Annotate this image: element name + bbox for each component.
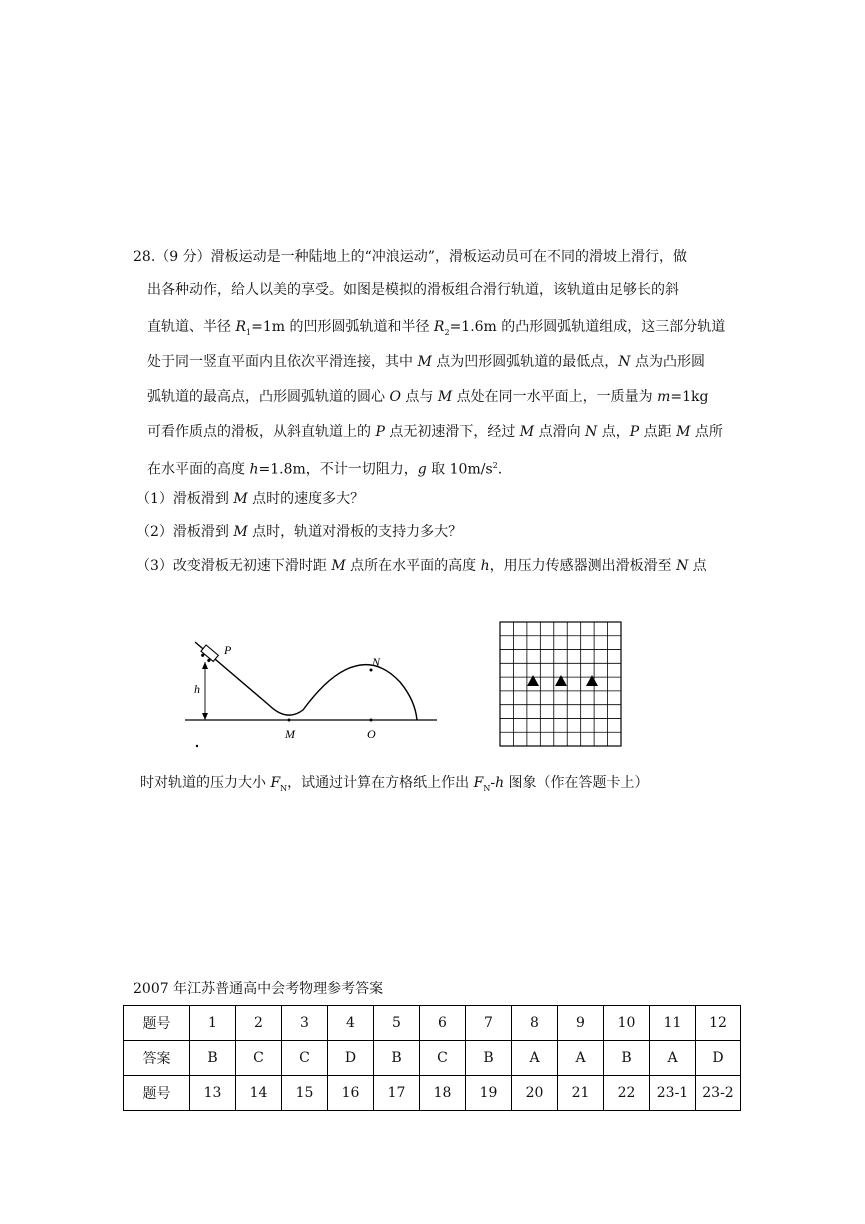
track-diagram xyxy=(185,642,437,747)
subquestion-1 xyxy=(136,490,364,508)
row-header-cell: 题号 xyxy=(124,1076,190,1111)
point-O xyxy=(370,719,373,722)
question-text: 点为凹形圆弧轨道的最低点， xyxy=(431,354,619,370)
question-line-3 xyxy=(147,318,725,342)
subscript: N xyxy=(483,783,491,793)
label-N: N xyxy=(372,655,381,669)
question-text: 点为凸形圆 xyxy=(630,354,705,370)
point-M xyxy=(288,719,291,722)
table-cell: D xyxy=(328,1041,374,1076)
table-cell: 10 xyxy=(604,1006,650,1041)
table-cell: 15 xyxy=(282,1076,328,1111)
table-cell: 19 xyxy=(466,1076,512,1111)
question-text: =1kg xyxy=(670,389,709,405)
table-cell: 6 xyxy=(420,1006,466,1041)
table-row xyxy=(124,1041,741,1076)
table-cell: B xyxy=(604,1041,650,1076)
answers-title: 2007 年江苏普通高中会考物理参考答案 xyxy=(133,981,384,997)
table-cell: 23-2 xyxy=(696,1076,741,1111)
question-text: =1m 的凹形圆弧轨道和半径 xyxy=(251,319,434,335)
table-cell: 23-1 xyxy=(650,1076,696,1111)
question-text: 可看作质点的滑板，从斜直轨道上的 xyxy=(147,424,376,440)
table-cell: 22 xyxy=(604,1076,650,1111)
question-text: 处于同一竖直平面内且依次平滑连接，其中 xyxy=(147,354,418,370)
triangle-marker-1 xyxy=(527,675,539,686)
var-M: M xyxy=(437,389,453,405)
superscript: 2 xyxy=(492,461,498,470)
question-line-6 xyxy=(147,423,723,441)
label-M: M xyxy=(285,727,295,741)
table-row xyxy=(124,1076,741,1111)
question-text: 点处在同一水平面上，一质量为 xyxy=(452,389,658,405)
table-cell: 17 xyxy=(374,1076,420,1111)
table-cell: C xyxy=(236,1041,282,1076)
question-text: （3）改变滑板无初速下滑时距 xyxy=(136,558,332,574)
question-text: 点， xyxy=(597,424,630,440)
answer-table-body xyxy=(124,1006,741,1111)
table-cell: 11 xyxy=(650,1006,696,1041)
table-cell: 12 xyxy=(696,1006,741,1041)
var-M: M xyxy=(233,524,248,540)
label-h: h xyxy=(194,682,200,696)
var-R2: R xyxy=(433,319,445,335)
question-text: . xyxy=(497,461,503,478)
question-line-1 xyxy=(133,248,687,266)
question-text: 点所在水平面的高度 xyxy=(345,558,481,574)
question-text: 直轨道、半径 xyxy=(147,319,236,335)
question-text: 图象（作在答题卡上） xyxy=(504,775,649,791)
question-text: （1）滑板滑到 xyxy=(136,491,234,507)
label-O: O xyxy=(367,727,376,741)
table-cell: 14 xyxy=(236,1076,282,1111)
table-cell: 9 xyxy=(558,1006,604,1041)
var-N: N xyxy=(676,558,689,574)
question-text: 在水平面的高度 xyxy=(147,461,250,478)
table-cell: 21 xyxy=(558,1076,604,1111)
question-text: （2）滑板滑到 xyxy=(136,524,234,540)
track-figure xyxy=(175,600,655,760)
table-cell: A xyxy=(512,1041,558,1076)
table-cell: 20 xyxy=(512,1076,558,1111)
var-R1: R xyxy=(235,319,246,335)
table-cell: 4 xyxy=(328,1006,374,1041)
table-cell: 2 xyxy=(236,1006,282,1041)
question-line-5 xyxy=(147,388,708,406)
question-text: 出各种动作，给人以美的享受。如图是模拟的滑板组合滑行轨道，该轨道由足够长的斜 xyxy=(147,282,679,298)
question-number: 28. xyxy=(133,249,156,265)
var-N: N xyxy=(618,354,631,370)
table-cell: B xyxy=(374,1041,420,1076)
var-P: P xyxy=(629,424,640,440)
question-text: 点滑向 xyxy=(534,424,586,440)
table-cell: B xyxy=(190,1041,236,1076)
var-M: M xyxy=(676,424,691,440)
question-text: 点距 xyxy=(639,424,677,440)
table-cell: D xyxy=(696,1041,741,1076)
question-line-2 xyxy=(147,281,679,299)
subscript: 2 xyxy=(444,327,450,337)
question-text: =1.8m，不计一切阻力， xyxy=(258,461,418,478)
question-text: ，试通过计算在方格纸上作出 xyxy=(287,775,474,791)
grid-paper xyxy=(500,622,621,746)
subquestion-2 xyxy=(136,523,462,541)
arrow-head-down xyxy=(202,713,208,720)
var-g: g xyxy=(417,461,427,478)
question-score: （9 分） xyxy=(155,249,211,265)
var-M: M xyxy=(519,424,535,440)
question-line-4 xyxy=(147,353,705,371)
table-cell: A xyxy=(558,1041,604,1076)
question-text: ，用压力传感器测出滑板滑至 xyxy=(489,558,677,574)
label-P: P xyxy=(224,643,232,657)
table-cell: 8 xyxy=(512,1006,558,1041)
var-N: N xyxy=(585,424,598,440)
question-text: 点与 xyxy=(400,389,438,405)
question-text: 点时的速度多大？ xyxy=(247,491,365,507)
answer-table xyxy=(123,1005,741,1111)
var-M: M xyxy=(417,354,432,370)
arrow-head-up xyxy=(202,662,208,669)
table-cell: A xyxy=(650,1041,696,1076)
var-P: P xyxy=(375,424,385,440)
question-text: 点所 xyxy=(690,424,723,440)
question-text: - xyxy=(490,775,496,791)
table-cell: 1 xyxy=(190,1006,236,1041)
triangle-marker-2 xyxy=(555,675,567,686)
question-text: 点无初速滑下，经过 xyxy=(384,424,520,440)
stray-dot xyxy=(196,745,198,747)
row-header-cell: 题号 xyxy=(124,1006,190,1041)
subquestion-3-continued xyxy=(140,774,649,798)
triangle-marker-3 xyxy=(586,675,598,686)
table-cell: C xyxy=(420,1041,466,1076)
subscript: N xyxy=(280,783,288,793)
question-text: 滑板运动是一种陆地上的“冲浪运动”，滑板运动员可在不同的滑坡上滑行，做 xyxy=(210,249,687,265)
table-cell: 3 xyxy=(282,1006,328,1041)
question-text: 时对轨道的压力大小 xyxy=(140,775,271,791)
var-M: M xyxy=(233,491,248,507)
var-M: M xyxy=(331,558,346,574)
question-text: 弧轨道的最高点，凸形圆弧轨道的圆心 xyxy=(147,389,390,405)
question-text: =1.6m 的凸形圆弧轨道组成，这三部分轨道 xyxy=(449,319,726,335)
subquestion-3 xyxy=(136,557,707,575)
table-cell: B xyxy=(466,1041,512,1076)
var-O: O xyxy=(389,389,401,405)
question-text: 点时，轨道对滑板的支持力多大？ xyxy=(247,524,463,540)
var-F: F xyxy=(473,775,484,791)
row-header-cell: 答案 xyxy=(124,1041,190,1076)
table-row xyxy=(124,1006,741,1041)
var-h: h xyxy=(249,461,259,478)
question-text: 点 xyxy=(688,558,707,574)
var-F: F xyxy=(270,775,281,791)
var-m: m xyxy=(657,389,671,405)
subscript: 1 xyxy=(246,327,252,337)
table-cell: 5 xyxy=(374,1006,420,1041)
table-cell: 16 xyxy=(328,1076,374,1111)
table-cell: 7 xyxy=(466,1006,512,1041)
question-line-7 xyxy=(147,457,502,479)
table-cell: 18 xyxy=(420,1076,466,1111)
question-text: 取 10m/s xyxy=(426,461,493,478)
table-cell: 13 xyxy=(190,1076,236,1111)
table-cell: C xyxy=(282,1041,328,1076)
var-h: h xyxy=(495,775,505,791)
var-h: h xyxy=(480,558,490,574)
